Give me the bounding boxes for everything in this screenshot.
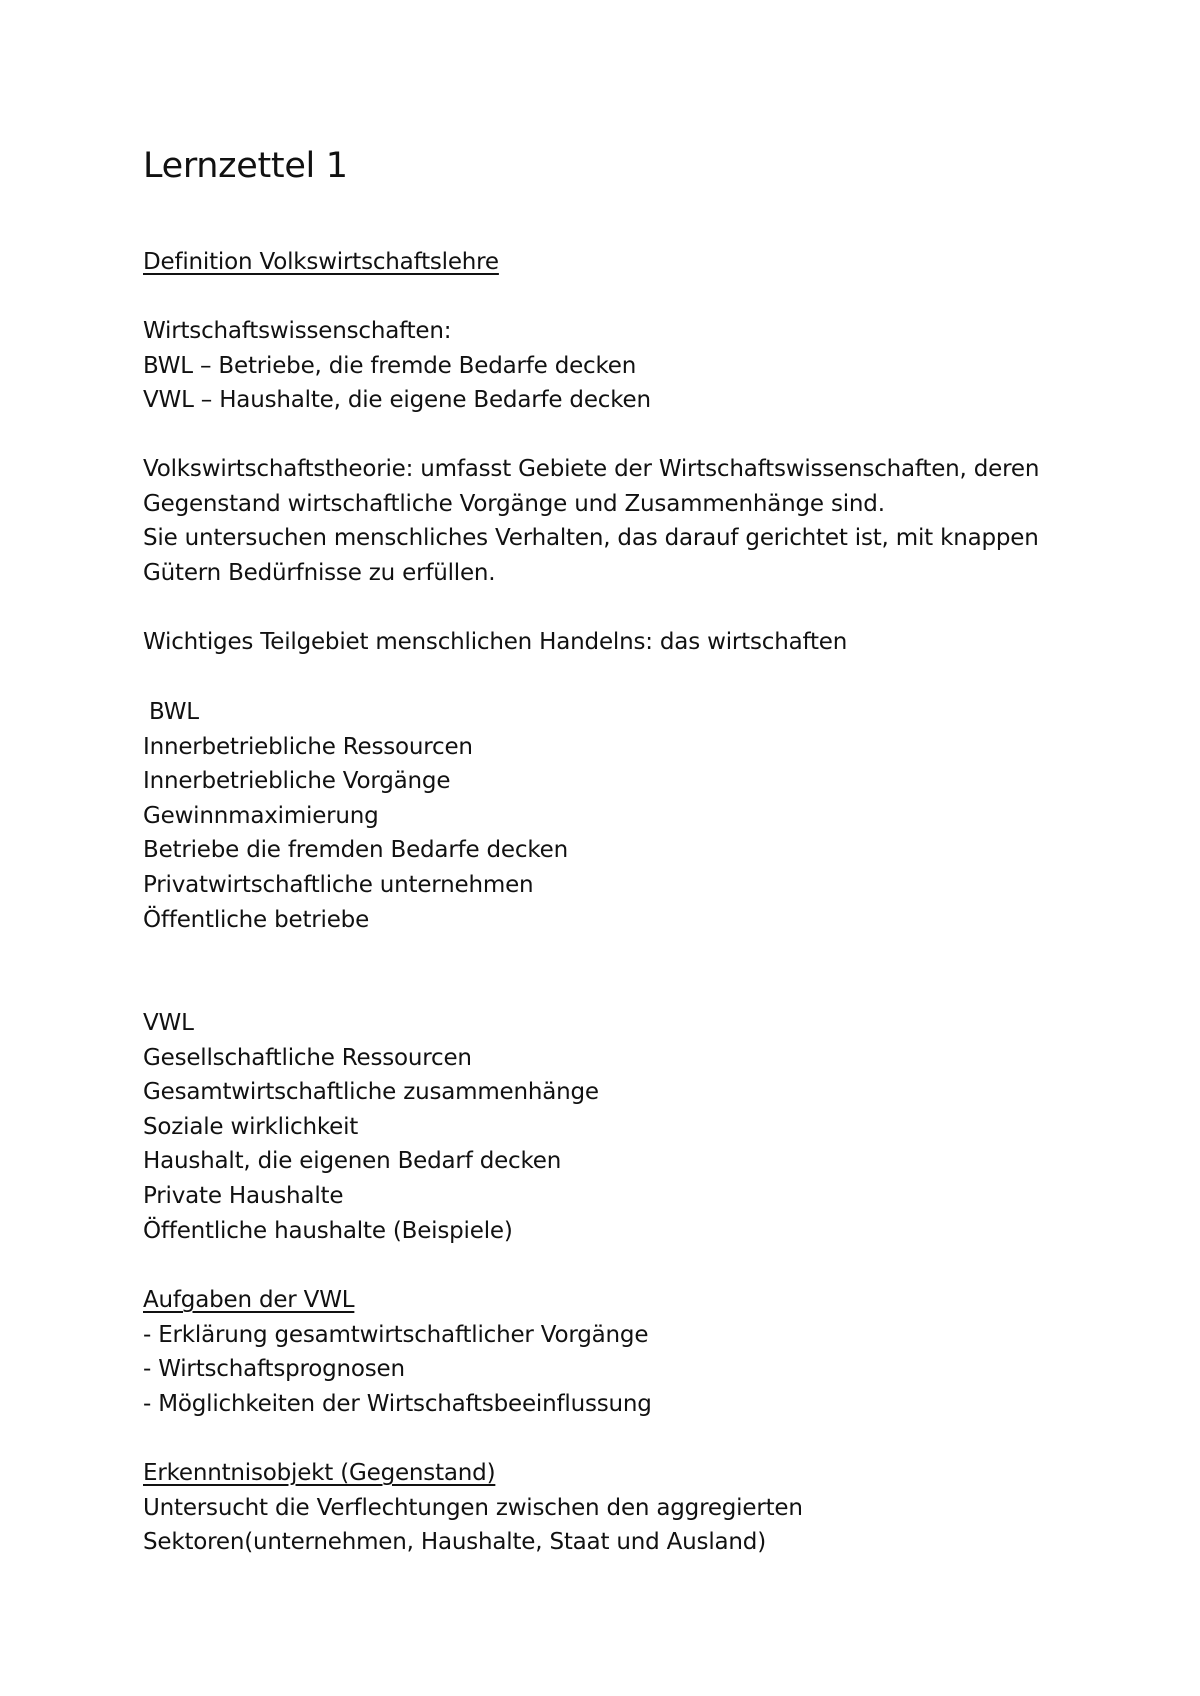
theory-line: Gegenstand wirtschaftliche Vorgänge und Zusammenhänge sind. bbox=[143, 490, 885, 517]
list-item: Haushalt, die eigenen Bedarf decken bbox=[143, 1148, 562, 1175]
list-item: - Möglichkeiten der Wirtschaftsbeeinflussung bbox=[143, 1390, 652, 1417]
list-item: Öffentliche haushalte (Beispiele) bbox=[143, 1217, 513, 1244]
list-item: Private Haushalte bbox=[143, 1182, 344, 1209]
definition-line: Wirtschaftswissenschaften: bbox=[143, 318, 452, 344]
definition-line: BWL – Betriebe, die fremde Bedarfe decken bbox=[143, 352, 637, 379]
list-item: Gesellschaftliche Ressourcen bbox=[143, 1044, 472, 1071]
theory-line: Volkswirtschaftstheorie: umfasst Gebiete der Wirtschaftswissenschaften, deren bbox=[143, 456, 1040, 482]
list-item: - Wirtschaftsprognosen bbox=[143, 1356, 405, 1383]
list-item: Privatwirtschaftliche unternehmen bbox=[143, 871, 534, 898]
bwl-list bbox=[143, 695, 1083, 937]
theory-line: Sie untersuchen menschliches Verhalten, das darauf gerichtet ist, mit knappen bbox=[143, 525, 1039, 552]
important-line: Wichtiges Teilgebiet menschlichen Handelns: das wirtschaften bbox=[143, 629, 848, 655]
list-item: Betriebe die fremden Bedarfe decken bbox=[143, 837, 568, 864]
object-section bbox=[143, 1456, 1083, 1560]
page-title: Lernzettel 1 bbox=[143, 146, 348, 186]
tasks-section bbox=[143, 1283, 1083, 1421]
object-line: Sektoren(unternehmen, Haushalte, Staat und Ausland) bbox=[143, 1529, 766, 1556]
theory-line: Gütern Bedürfnisse zu erfüllen. bbox=[143, 559, 496, 586]
vwl-label: VWL bbox=[143, 1010, 194, 1036]
definition-line: VWL – Haushalte, die eigene Bedarfe decken bbox=[143, 387, 651, 414]
theory-paragraph bbox=[143, 452, 1083, 590]
bwl-label: BWL bbox=[149, 699, 199, 725]
definition-heading: Definition Volkswirtschaftslehre bbox=[143, 249, 499, 275]
list-item: Gewinnmaximierung bbox=[143, 802, 379, 829]
list-item: Soziale wirklichkeit bbox=[143, 1113, 359, 1140]
list-item: Innerbetriebliche Ressourcen bbox=[143, 733, 473, 760]
object-line: Untersucht die Verflechtungen zwischen den aggregierten bbox=[143, 1494, 803, 1521]
list-item: Innerbetriebliche Vorgänge bbox=[143, 768, 451, 795]
list-item: Öffentliche betriebe bbox=[143, 906, 370, 933]
definition-section bbox=[143, 245, 1083, 280]
definition-lines bbox=[143, 314, 1083, 418]
vwl-list bbox=[143, 1006, 1083, 1248]
object-heading: Erkenntnisobjekt (Gegenstand) bbox=[143, 1460, 496, 1486]
important-paragraph bbox=[143, 625, 1083, 660]
list-item: - Erklärung gesamtwirtschaftlicher Vorgänge bbox=[143, 1321, 649, 1348]
tasks-heading: Aufgaben der VWL bbox=[143, 1287, 355, 1313]
list-item: Gesamtwirtschaftliche zusammenhänge bbox=[143, 1079, 599, 1106]
